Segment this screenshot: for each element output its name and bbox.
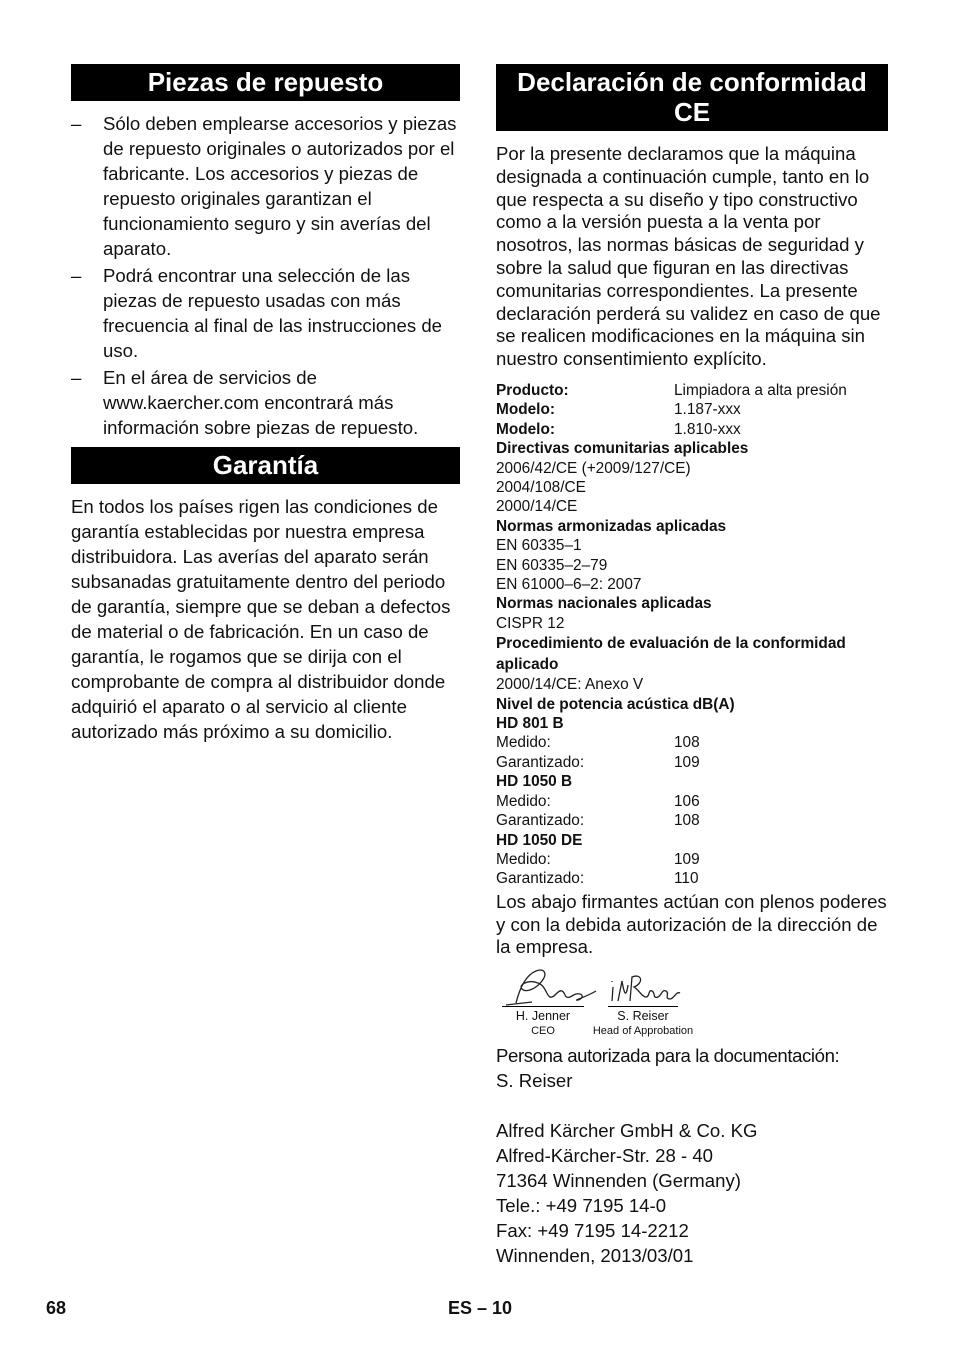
dash-marker: – [71,367,82,388]
dash-marker: – [71,265,82,286]
directiva-item: 2004/108/CE [496,479,586,496]
warranty-heading: Garantía [71,447,460,484]
list-item-text: Sólo deben emplearse accesorios y piezas de repuesto originales o autorizados por el fabricante. Los accesorios y piezas de repuesto originales garantizan el funcionamiento seguro y sin averías del aparato. [103,113,457,259]
address-line: Fax: +49 7195 14-2212 [496,1220,689,1242]
spec-value: 108 [674,734,700,752]
list-item [71,365,460,440]
list-item [71,263,460,363]
model-name: HD 801 B [496,715,564,733]
spec-value: 109 [674,753,700,771]
spec-value: 1.810-xxx [674,420,741,438]
list-item-text: Podrá encontrar una selección de las piezas de repuesto usadas con más frecuencia al final de las instrucciones de uso. [103,265,443,361]
authorized-person-label: Persona autorizada para la documentación: [496,1045,840,1067]
spec-label: Garantizado: [496,753,585,771]
signer-name: S. Reiser [617,1009,669,1024]
signature-jenner-image [502,967,598,1007]
procedimiento-label-2: aplicado [496,656,559,674]
authorized-person-name: S. Reiser [496,1070,573,1092]
spec-label: Producto: [496,381,569,399]
spec-value: 109 [674,850,700,868]
norma-item: EN 61000–6–2: 2007 [496,576,642,594]
spec-table [496,381,888,889]
spec-row-modelo [496,420,888,439]
signer-role: Head of Approbation [592,1025,694,1038]
signature-line [608,1006,678,1007]
spare-parts-heading: Piezas de repuesto [71,64,460,101]
directiva-item: 2006/42/CE (+2009/127/CE) [496,459,691,477]
spec-row-medido [496,733,888,752]
spec-value: Limpiadora a alta presión [674,381,847,399]
norma-item: EN 60335–1 [496,537,582,555]
company-address [496,1118,888,1268]
spec-label: Medido: [496,734,551,752]
address-line: Tele.: +49 7195 14-0 [496,1195,667,1217]
spec-value: 108 [674,812,700,830]
conformity-heading-line1: Declaración de conformidad [517,67,867,97]
signer-name: H. Jenner [515,1009,571,1024]
conformity-intro: Por la presente declaramos que la máquina designada a continuación cumple, tanto en lo que respecta a su diseño y tipo constructivo como a la versión puesta a la venta por nosotros, las normas básicas de seguridad y sobre la salud que figuran en las directivas comunitarias correspondientes. La presente declaración perderá su validez en caso de que se realicen modificaciones en la máquina sin nuestro consentimiento explícito. [496,143,881,370]
list-item-text: En el área de servicios de www.kaercher.com encontrará más información sobre piezas de repuesto. [103,367,419,438]
signature-line [502,1006,584,1007]
section-label: ES – 10 [448,1298,513,1318]
list-item [71,111,460,261]
address-line: Winnenden, 2013/03/01 [496,1245,694,1267]
spec-row-medido [496,850,888,869]
spec-label: Modelo: [496,420,555,438]
spec-label: Medido: [496,850,551,868]
spare-parts-list [71,111,460,440]
address-line: Alfred Kärcher GmbH & Co. KG [496,1120,758,1142]
model-name: HD 1050 DE [496,831,583,849]
directivas-label: Directivas comunitarias aplicables [496,440,749,458]
warranty-text: En todos los países rigen las condiciones de garantía establecidas por nuestra empresa distribuidora. Las averías del aparato serán subsanadas gratuitamente dentro del periodo de garantía, siempre que se deban a defectos de material o de fabricación. En un caso de garantía, le rogamos que se dirija con el comprobante de compra al distribuidor donde adquirió el aparato o al servicio al cliente autorizado más próximo a su domicilio. [71,496,451,742]
procedimiento-label-1: Procedimiento de evaluación de la conformidad [496,635,846,653]
spec-row-medido [496,792,888,811]
address-line: 71364 Winnenden (Germany) [496,1170,741,1192]
left-column [71,64,460,744]
signer-role: CEO [531,1025,555,1038]
directiva-item: 2000/14/CE [496,498,578,516]
norma-item: CISPR 12 [496,614,565,632]
spec-label: Medido: [496,792,551,810]
spec-value: 1.187-xxx [674,401,741,419]
closing-text: Los abajo firmantes actúan con plenos poderes y con la debida autorización de la dirección de la empresa. [496,890,887,958]
right-column [496,64,888,1268]
procedimiento-value: 2000/14/CE: Anexo V [496,676,644,694]
conformity-heading-line2: CE [673,97,711,127]
spec-label: Garantizado: [496,870,585,888]
spec-row-producto [496,381,888,400]
spec-value: 106 [674,792,700,810]
normas-armonizadas-label: Normas armonizadas aplicadas [496,517,727,535]
signature-reiser [588,1009,698,1037]
spec-row-garantizado [496,811,888,830]
spec-row-garantizado [496,869,888,888]
page-number: 68 [46,1298,67,1318]
address-line: Alfred-Kärcher-Str. 28 - 40 [496,1145,714,1167]
conformity-heading [496,64,888,131]
spec-row-garantizado [496,753,888,772]
spec-row-modelo [496,400,888,419]
dash-marker: – [71,113,82,134]
spec-label: Modelo: [496,401,555,419]
spec-label: Garantizado: [496,812,585,830]
signature-block [496,965,888,1047]
nivel-label: Nivel de potencia acústica dB(A) [496,695,735,713]
spec-value: 110 [674,870,699,888]
norma-item: EN 60335–2–79 [496,556,608,574]
normas-nacionales-label: Normas nacionales aplicadas [496,595,712,613]
signature-reiser-image [608,971,684,1005]
signature-jenner [502,1009,584,1037]
model-name: HD 1050 B [496,773,573,791]
